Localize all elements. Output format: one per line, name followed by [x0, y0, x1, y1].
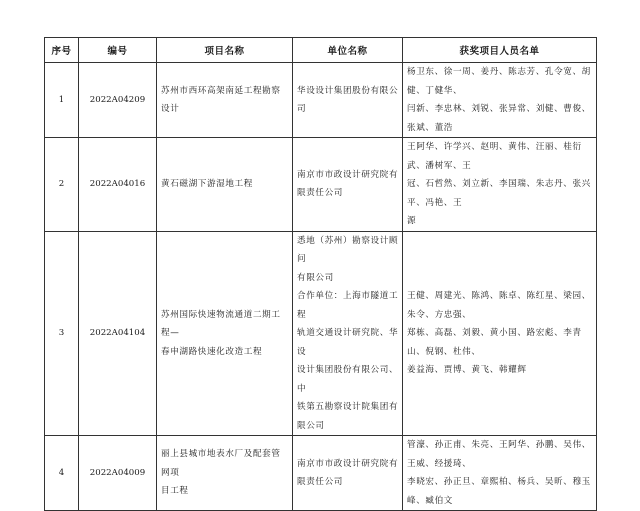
project-name: 丽上县城市地表水厂及配套管网项 目工程 [161, 449, 281, 497]
cell-unit [293, 63, 403, 138]
cell-people [403, 138, 597, 232]
cell-unit [293, 231, 403, 436]
cell-code: 2022A04104 [79, 231, 157, 436]
header-seq: 序号 [45, 38, 79, 63]
table-row [45, 436, 597, 511]
header-unit: 单位名称 [293, 38, 403, 63]
cell-unit [293, 138, 403, 232]
header-people: 获奖项目人员名单 [403, 38, 597, 63]
header-project: 项目名称 [157, 38, 293, 63]
cell-unit [293, 436, 403, 511]
project-name: 黄石磁湖下游湿地工程 [161, 179, 253, 189]
cell-code: 2022A04009 [79, 436, 157, 511]
cell-seq: 4 [45, 436, 79, 511]
cell-seq: 3 [45, 231, 79, 436]
project-name: 苏州国际快速物流通道二期工程— 春申湖路快速化改造工程 [161, 309, 281, 357]
unit-name: 南京市市政设计研究院有 限责任公司 [297, 458, 399, 487]
cell-code: 2022A04016 [79, 138, 157, 232]
cell-people [403, 63, 597, 138]
header-code: 编号 [79, 38, 157, 63]
people-list: 王阿华、许学兴、赵明、黄伟、汪丽、桂衍武、潘树军、王 冠、石哲然、刘立新、李国瑞、朱志丹、张兴平、冯艳、王 源 [407, 142, 591, 226]
table-row [45, 63, 597, 138]
table-row [45, 138, 597, 232]
cell-seq: 1 [45, 63, 79, 138]
unit-name: 悉地（苏州）勘察设计顾问 有限公司 合作单位：上海市隧道工程 轨道交通设计研究院、华设 设计集团股份有限公司、中 铁第五勘察设计院集团有 限公司 [297, 235, 399, 431]
cell-project [157, 231, 293, 436]
cell-project [157, 138, 293, 232]
table-row [45, 231, 597, 436]
table-header-row [45, 38, 597, 63]
people-list: 王健、周建光、陈鸿、陈卓、陈红星、梁园、朱令、方忠强、 郑栋、高磊、刘毅、黄小国、路宏彪、李青山、倪钢、杜伟、 姜益海、贾博、黄飞、韩耀辉 [407, 291, 591, 375]
cell-seq: 2 [45, 138, 79, 232]
people-list: 管濠、孙正甫、朱亮、王阿华、孙鹏、吴伟、王威、经援琦、 李晓宏、孙正旦、章熙柏、杨兵、吴昕、穆玉峰、臧伯文 [407, 440, 591, 506]
award-table [44, 37, 597, 511]
cell-people [403, 436, 597, 511]
project-name: 苏州市西环高架南延工程勘察设计 [161, 85, 281, 114]
cell-project [157, 436, 293, 511]
cell-people [403, 231, 597, 436]
unit-name: 南京市市政设计研究院有 限责任公司 [297, 169, 399, 199]
cell-code: 2022A04209 [79, 63, 157, 138]
unit-name: 华设设计集团股份有限公司 [297, 85, 399, 114]
cell-project [157, 63, 293, 138]
people-list: 杨卫东、徐一周、姜丹、陈志芳、孔令宽、胡健、丁健华、 闫新、李忠林、刘锐、张异常、刘健、曹俊、张斌、董浩 [407, 67, 591, 133]
